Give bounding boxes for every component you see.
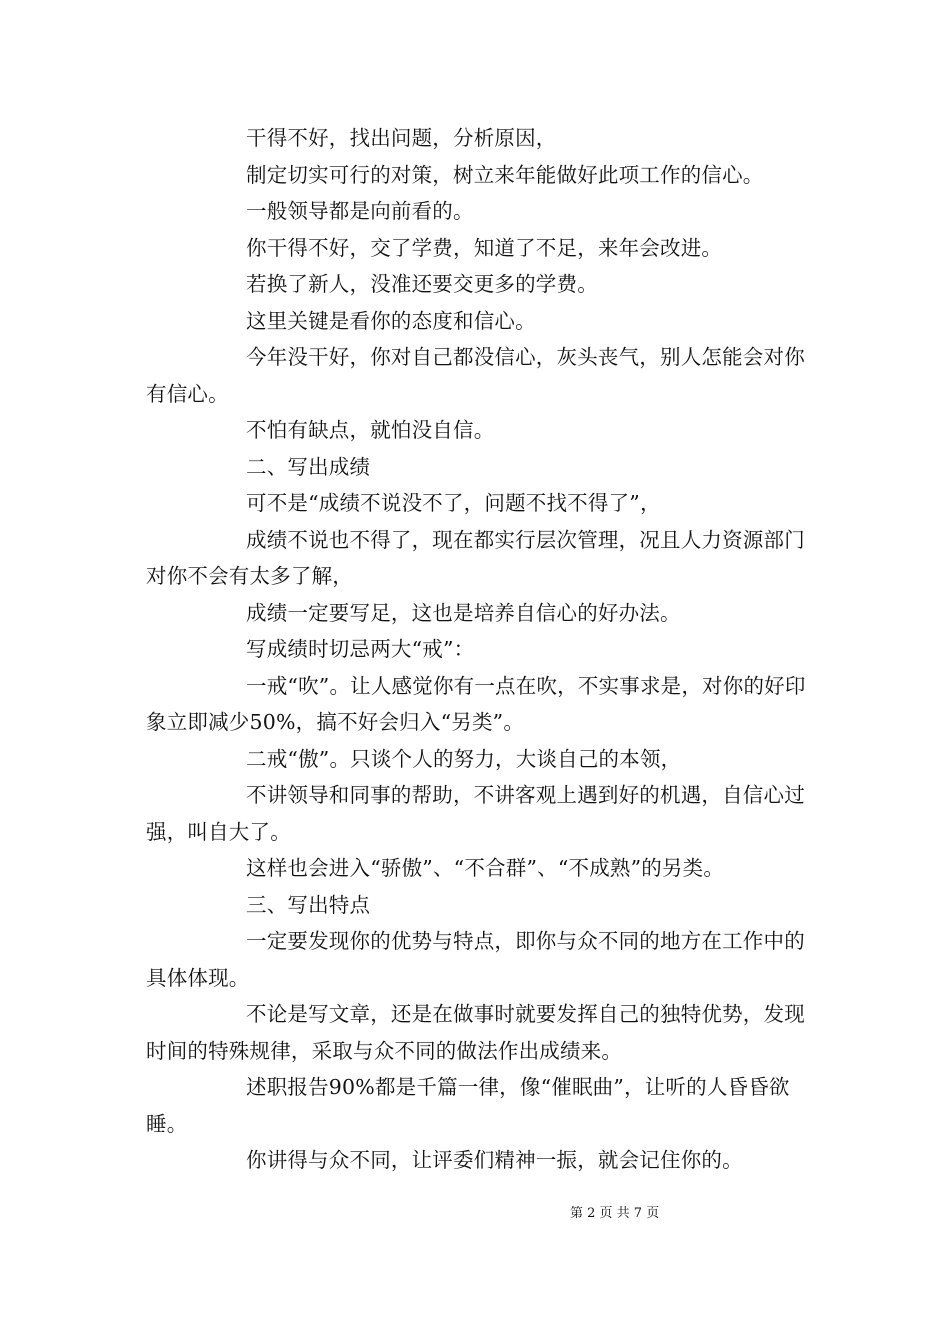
paragraph: 一定要发现你的优势与特点，即你与众不同的地方在工作中的具体体现。 (146, 929, 805, 990)
paragraph: 这里关键是看你的态度和信心。 (246, 308, 536, 333)
paragraph: 可不是“成绩不说没不了，问题不找不得了”， (246, 491, 661, 515)
section-heading: 三、写出特点 (246, 892, 371, 917)
paragraph: 今年没干好，你对自己都没信心，灰头丧气，别人怎能会对你有信心。 (146, 345, 805, 406)
paragraph: 二戒“傲”。只谈个人的努力，大谈自己的本领， (246, 746, 682, 771)
page-footer (0, 1205, 950, 1223)
paragraph: 一般领导都是向前看的。 (246, 199, 474, 223)
paragraph: 成绩不说也不得了，现在都实行层次管理，况且人力资源部门对你不会有太多了解， (146, 527, 805, 588)
paragraph: 不怕有缺点，就怕没自信。 (246, 418, 495, 442)
paragraph: 你干得不好，交了学费，知道了不足，来年会改进。 (246, 235, 723, 260)
paragraph: 一戒“吹”。让人感觉你有一点在吹，不实事求是，对你的好印象立即减少50%，搞不好会归入“另类”。 (146, 673, 806, 734)
document-body (146, 120, 814, 1179)
paragraph: 制定切实可行的对策，树立来年能做好此项工作的信心。 (246, 162, 764, 187)
page-number-label: 第 2 页 共 7 页 (570, 1206, 660, 1221)
paragraph: 成绩一定要写足，这也是培养自信心的好办法。 (246, 600, 681, 625)
paragraph: 不讲领导和同事的帮助，不讲客观上遇到好的机遇，自信心过强，叫自大了。 (146, 783, 805, 844)
paragraph: 干得不好，找出问题，分析原因， (246, 126, 557, 150)
paragraph: 若换了新人，没准还要交更多的学费。 (246, 272, 598, 296)
paragraph: 不论是写文章，还是在做事时就要发挥自己的独特优势，发现时间的特殊规律，采取与众不同的做法作出成绩来。 (146, 1002, 805, 1063)
paragraph: 述职报告90%都是千篇一律，像“催眠曲”，让听的人昏昏欲睡。 (146, 1075, 790, 1136)
paragraph: 这样也会进入“骄傲”、“不合群”、“不成熟”的另类。 (246, 856, 725, 880)
paragraph: 你讲得与众不同，让评委们精神一振，就会记住你的。 (246, 1148, 743, 1172)
section-heading: 二、写出成绩 (246, 454, 371, 479)
paragraph: 写成绩时切忌两大“戒”： (246, 637, 475, 661)
